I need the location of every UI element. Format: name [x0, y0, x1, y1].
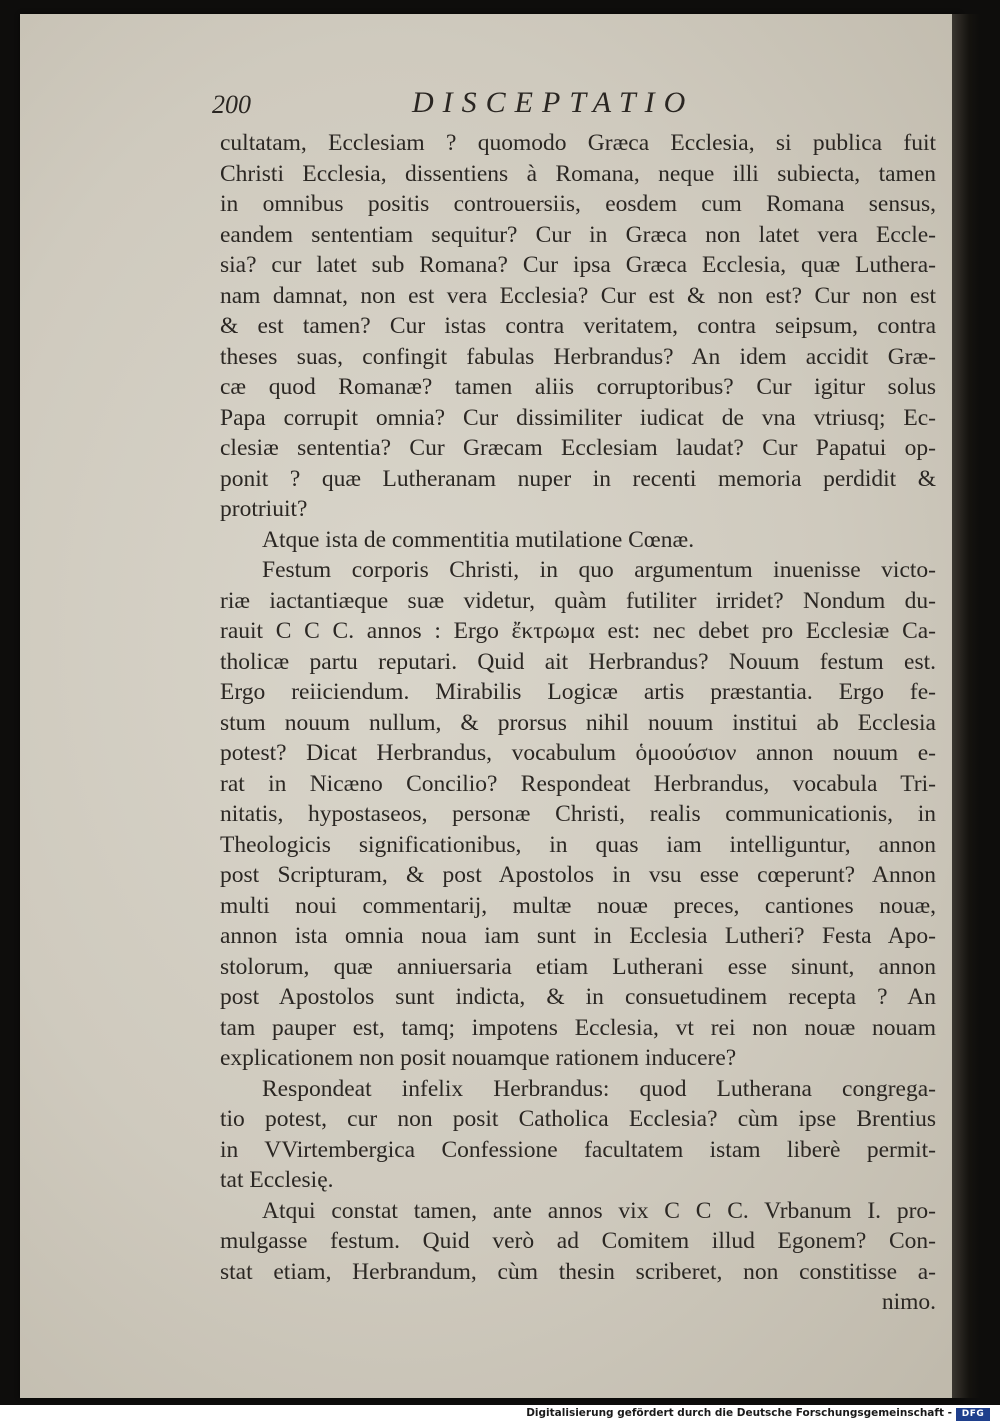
text-line: Papa corrupit omnia? Cur dissimiliter iudicat de vna vtriusq; Ec-	[220, 404, 936, 431]
dfg-logo: DFG	[956, 1408, 990, 1421]
text-line: stat etiam, Herbrandum, cùm thesin scriberet, non constitisse a-	[220, 1258, 936, 1285]
text-line: eandem sententiam sequitur? Cur in Græca non latet vera Eccle-	[220, 221, 936, 248]
text-line: nitatis, hypostaseos, personæ Christi, realis communicationis, in	[220, 801, 936, 827]
text-line: tio potest, cur non posit Catholica Ecclesia? cùm ipse Brentius	[220, 1106, 936, 1132]
paragraph-start: Respondeat infelix Herbrandus: quod Lutherana congrega-	[262, 1075, 936, 1102]
text-line: explicationem non posit nouamque rationem inducere?	[220, 1045, 737, 1071]
text-line: protriuit?	[220, 496, 308, 522]
text-line: sia? cur latet sub Romana? Cur ipsa Græca Ecclesia, quæ Luthera-	[220, 252, 936, 278]
text-line: & est tamen? Cur istas contra veritatem, contra seipsum, contra	[220, 313, 936, 339]
text-line: tam pauper est, tamq; impotens Ecclesia, vt rei non nouæ nouam	[220, 1014, 936, 1041]
text-line: potest? Dicat Herbrandus, vocabulum ὁμοούσιον annon nouum e-	[220, 740, 936, 766]
text-line: Christi Ecclesia, dissentiens à Romana, neque illi subiecta, tamen	[220, 160, 936, 187]
text-line: cæ quod Romanæ? tamen aliis corruptoribus? Cur igitur solus	[220, 374, 936, 400]
text-line: Theologicis significationibus, in quas iam intelliguntur, annon	[220, 831, 936, 858]
text-line: mulgasse festum. Quid verò ad Comitem illud Egonem? Con-	[220, 1228, 936, 1254]
text-line: riæ iactantiæque suæ videtur, quàm futiliter irridet? Nondum du-	[220, 587, 936, 614]
page-edge-shadow	[952, 14, 980, 1398]
text-line: stolorum, quæ anniuersaria etiam Lutherani esse sinunt, annon	[220, 953, 936, 980]
text-line: theses suas, confingit fabulas Herbrandus? An idem accidit Græ-	[220, 343, 936, 370]
paragraph-start: Atqui constat tamen, ante annos vix C C C. Vrbanum I. pro-	[262, 1197, 936, 1224]
text-line: post Scripturam, & post Apostolos in vsu esse cœperunt? Annon	[220, 862, 936, 888]
text-line: clesiæ sententia? Cur Græcam Ecclesiam laudat? Cur Papatui op-	[220, 435, 936, 461]
text-line: tholicæ partu reputari. Quid ait Herbrandus? Nouum festum est.	[220, 648, 936, 675]
text-line: rauit C C C. annos : Ergo ἔκτρωμα est: nec debet pro Ecclesiæ Ca-	[220, 618, 936, 644]
body-text	[220, 128, 936, 1318]
text-line: multi noui commentarij, multæ nouæ preces, cantiones nouæ,	[220, 892, 936, 919]
text-line: rat in Nicæno Concilio? Respondeat Herbrandus, vocabula Tri-	[220, 770, 936, 797]
paragraph-start: Atque ista de commentitia mutilatione Cœnæ.	[262, 526, 695, 553]
text-line: stum nouum nullum, & prorsus nihil nouum institui ab Ecclesia	[220, 709, 936, 736]
text-line: in omnibus positis controuersiis, eosdem cum Romana sensus,	[220, 191, 936, 217]
catchword: nimo.	[881, 1289, 936, 1315]
text-line: cultatam, Ecclesiam ? quomodo Græca Ecclesia, si publica fuit	[220, 130, 936, 156]
text-line: in VVirtembergica Confessione facultatem istam liberè permit-	[220, 1136, 936, 1163]
running-title: DISCEPTATIO	[412, 86, 695, 119]
text-line: tat Ecclesię.	[220, 1167, 334, 1193]
digitization-footer	[0, 1405, 1000, 1425]
paragraph-start: Festum corporis Christi, in quo argumentum inuenisse victo-	[262, 557, 936, 583]
text-line: Ergo reiiciendum. Mirabilis Logicæ artis præstantia. Ergo fe-	[220, 679, 936, 705]
page-number: 200	[212, 90, 251, 119]
text-line: nam damnat, non est vera Ecclesia? Cur est & non est? Cur non est	[220, 282, 936, 309]
text-line: post Apostolos sunt indicta, & in consuetudinem recepta ? An	[220, 984, 936, 1010]
text-line: annon ista omnia noua iam sunt in Ecclesia Lutheri? Festa Apo-	[220, 923, 936, 949]
text-line: ponit ? quæ Lutheranam nuper in recenti memoria perdidit &	[220, 465, 936, 492]
page-header	[212, 86, 932, 126]
funding-notice: Digitalisierung gefördert durch die Deutsche Forschungsgemeinschaft -	[526, 1407, 952, 1419]
